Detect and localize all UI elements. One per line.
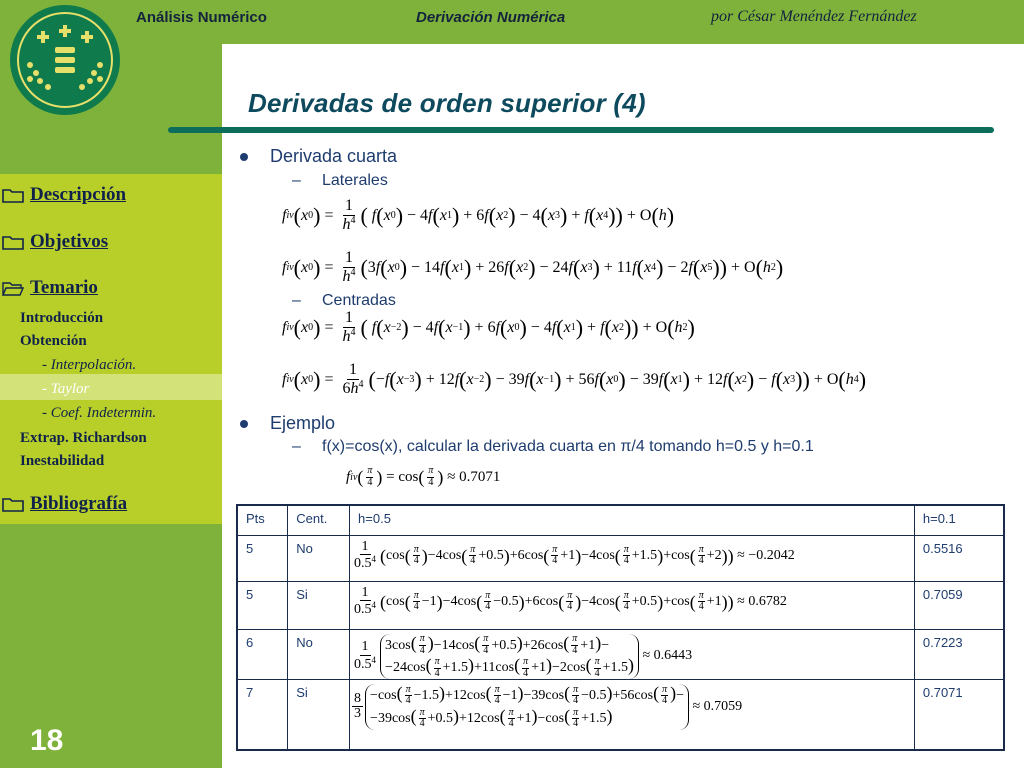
cell-pts: 5 xyxy=(237,535,288,581)
table-row xyxy=(237,581,1004,629)
cell-pts: 7 xyxy=(237,680,288,750)
bullet-text: Ejemplo xyxy=(270,413,336,433)
bullet-ejemplo xyxy=(240,413,335,434)
title-underline xyxy=(168,127,994,133)
folder-icon xyxy=(2,496,24,512)
cell-cent: Si xyxy=(288,680,350,750)
slide-number: 18 xyxy=(30,724,64,757)
subbullet-ejemplo: – f(x)=cos(x), calcular la derivada cuarta en π/4 tomando h=0.5 y h=0.1 xyxy=(292,438,814,455)
cell-h01: 0.7059 xyxy=(914,581,1004,629)
header-pts: Pts xyxy=(237,505,288,535)
approx-value: ≈ −0.2042 xyxy=(737,547,795,563)
formula-exact-value: f iv ( $\frac{\pi}{4}$ ) = cos ( $\frac{\pi}{4}$ ) ≈ 0.7071 xyxy=(346,465,501,488)
formula-lateral-6pt: f iv ( x 0 ) = $\frac{1}{h^4}$ ( 3 f ( x 0 ) − 14 f ( x 1 ) + 26 f ( x 2 ) − 24 f ( x 3 ) + 11 f ( x 4 ) − 2 f ( x 5 )) + O ( h 2 ) xyxy=(282,249,784,285)
approx-value: ≈ 0.6782 xyxy=(737,593,787,609)
cell-formula: $\frac{1}{0.5^4}$ ( cos ( $\frac{\pi}{4}$ −1 ) −4cos ( $\frac{\pi}{4}$ −0.5 ) +6cos ( $\frac{\pi}{4}$ ) −4cos ( $\frac{\pi}{4}$ +0.5 ) +cos ( $\frac{\pi}{4}$ +1 )) ≈ 0.6782 xyxy=(350,581,915,629)
nav-link-objetivos[interactable] xyxy=(2,231,108,253)
cell-h01: 0.5516 xyxy=(914,535,1004,581)
nav-item-extrap-richardson[interactable]: Extrap. Richardson xyxy=(20,430,147,446)
formula-lateral-5pt: f iv ( x 0 ) = $\frac{1}{h^4}$ ( f ( x 0 ) − 4 f ( x 1 ) + 6 f ( x 2 ) − 4 ( x 3 ) + f ( x 4 )) + O ( h ) xyxy=(282,197,675,233)
subbullet-text: Centradas xyxy=(322,292,396,309)
formula-central-5pt: f iv ( x 0 ) = $\frac{1}{h^4}$ ( f ( x −2 ) − 4 f ( x −1 ) + 6 f ( x 0 ) − 4 f ( x 1 ) + f ( x 2 )) + O ( h 2 ) xyxy=(282,309,695,345)
nav-link-bibliografia[interactable] xyxy=(2,493,127,515)
nav-link-temario[interactable] xyxy=(2,277,98,299)
exact-value: ≈ 0.7071 xyxy=(447,468,501,485)
cell-formula: $\frac{1}{0.5^4}$ 3cos( $\frac{\pi}{4}$ )−14cos( $\frac{\pi}{4}$ +0.5)+26cos( $\frac{\pi}{4}$ +1)− −24cos( $\frac{\pi}{4}$ +1.5)+11cos( $\frac{\pi}{4}$ +1)−2cos( $\frac{\pi}{4}$ +1.5) ≈ 0.6443 xyxy=(350,629,915,680)
approx-value: ≈ 0.7059 xyxy=(692,698,743,714)
university-seal-icon xyxy=(8,3,122,117)
approx-value: ≈ 0.6443 xyxy=(642,648,693,664)
nav-link-descripcion[interactable] xyxy=(2,184,126,206)
nav-label: Temario xyxy=(30,277,98,298)
folder-icon xyxy=(2,187,24,203)
header-h01: h=0.1 xyxy=(914,505,1004,535)
nav-label: Bibliografía xyxy=(30,493,128,514)
author-name: por César Menéndez Fernández xyxy=(711,8,917,25)
nav-active-highlight xyxy=(0,374,222,400)
topic-name: Derivación Numérica xyxy=(416,9,566,26)
results-table xyxy=(236,504,1005,751)
folder-icon xyxy=(2,234,24,250)
nav-item-introduccion[interactable]: Introducción xyxy=(20,310,104,326)
subbullet-text: f(x)=cos(x), calcular la derivada cuarta en π/4 tomando h=0.5 y h=0.1 xyxy=(322,438,814,455)
cell-cent: No xyxy=(288,629,350,680)
nav-label: Objetivos xyxy=(30,231,109,252)
cell-cent: Si xyxy=(288,581,350,629)
table-row xyxy=(237,535,1004,581)
nav-item-taylor[interactable]: - Taylor xyxy=(42,381,90,397)
table-row xyxy=(237,680,1004,750)
course-name: Análisis Numérico xyxy=(136,9,267,26)
nav-item-inestabilidad[interactable]: Inestabilidad xyxy=(20,453,105,469)
bullet-text: Derivada cuarta xyxy=(270,146,398,166)
slide-title: Derivadas de orden superior (4) xyxy=(248,88,646,118)
nav-item-coef-indetermin[interactable]: - Coef. Indetermin. xyxy=(42,405,157,421)
formula-central-7pt: f iv ( x 0 ) = $\frac{1}{6h^4}$ ( − f ( x −3 ) + 12 f ( x −2 ) − 39 f ( x −1 ) + 56 f ( x 0 ) − 39 f ( x 1 ) + 12 f ( x 2 ) − f ( x 3 )) + O ( h 4 ) xyxy=(282,361,867,397)
nav-item-obtencion[interactable]: Obtención xyxy=(20,333,87,349)
header-h05: h=0.5 xyxy=(350,505,915,535)
cell-h01: 0.7071 xyxy=(914,680,1004,750)
cell-h01: 0.7223 xyxy=(914,629,1004,680)
subbullet-text: Laterales xyxy=(322,172,388,189)
subbullet-laterales: – Laterales xyxy=(292,172,388,189)
cell-pts: 6 xyxy=(237,629,288,680)
nav-label: Descripción xyxy=(30,184,127,205)
cell-formula: $\frac{8}{3}$ −cos( $\frac{\pi}{4}$ −1.5)+12cos( $\frac{\pi}{4}$ −1)−39cos( $\frac{\pi}{4}$ −0.5)+56cos( $\frac{\pi}{4}$ )− −39cos( $\frac{\pi}{4}$ +0.5)+12cos( $\frac{\pi}{4}$ +1)−cos( $\frac{\pi}{4}$ +1.5) ≈ 0.7059 xyxy=(350,680,915,750)
cell-cent: No xyxy=(288,535,350,581)
header-cent: Cent. xyxy=(288,505,350,535)
subbullet-centradas: – Centradas xyxy=(292,292,396,309)
table-row xyxy=(237,629,1004,680)
table-header-row xyxy=(237,505,1004,535)
folder-open-icon xyxy=(2,280,24,296)
bullet-derivada-cuarta xyxy=(240,146,397,167)
cell-formula: $\frac{1}{0.5^4}$ ( cos ( $\frac{\pi}{4}$ ) −4cos ( $\frac{\pi}{4}$ +0.5 ) +6cos ( $\frac{\pi}{4}$ +1 ) −4cos ( $\frac{\pi}{4}$ +1.5 ) +cos ( $\frac{\pi}{4}$ +2 )) ≈ −0.2042 xyxy=(350,535,915,581)
nav-item-interpolacion[interactable]: - Interpolación. xyxy=(42,357,137,373)
cell-pts: 5 xyxy=(237,581,288,629)
